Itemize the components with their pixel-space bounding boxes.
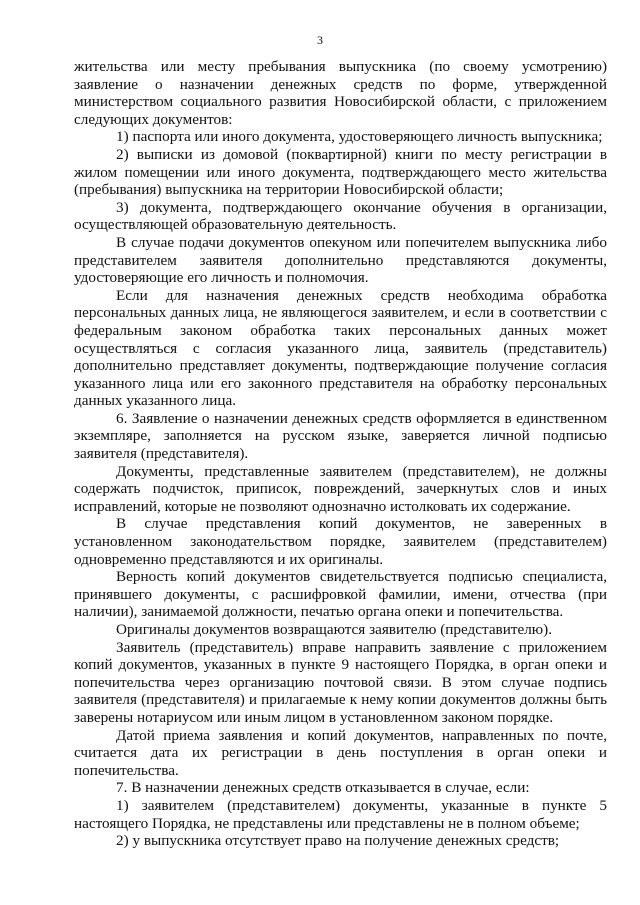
paragraph: В случае подачи документов опекуном или попечителем выпускника либо представителем заявителя дополнительно представляются документы, удостоверяющие его личность и полномочия. (74, 233, 607, 287)
paragraph: 2) выписки из домовой (поквартирной) книги по месту регистрации в жилом помещении или иного документа, подтверждающего место жительства (пребывания) выпускника на территории Новосибирской области; (74, 145, 607, 199)
paragraph: Оригиналы документов возвращаются заявителю (представителю). (116, 621, 553, 638)
paragraph: В случае представления копий документов, не заверенных в установленном законодательством порядке, заявителем (представителем) одновременно представляются и их оригиналы. (74, 515, 607, 568)
document-body (74, 58, 607, 850)
paragraph: Верность копий документов свидетельствуется подписью специалиста, принявшего документы, с расшифровкой фамилии, имени, отчества (при наличии), занимаемой должности, печатью органа опеки и попечительства. (74, 568, 607, 621)
paragraph: 6. Заявление о назначении денежных средств оформляется в единственном экземпляре, заполняется на русском языке, заверяется личной подписью заявителя (представителя). (74, 409, 607, 463)
paragraph: 7. В назначении денежных средств отказывается в случае, если: (116, 779, 530, 797)
paragraph: Датой приема заявления и копий документов, направленных по почте, считается дата их регистрации в день поступления в орган опеки и попечительства. (74, 726, 607, 779)
paragraph: жительства или месту пребывания выпускника (по своему усмотрению) заявление о назначении денежных средств по форме, утвержденной министерством социального развития Новосибирской области, с приложением следующих документов: (74, 58, 607, 128)
page-number: 3 (317, 33, 323, 47)
paragraph: 2) у выпускника отсутствует право на получение денежных средств; (116, 832, 560, 850)
paragraph: Документы, представленные заявителем (представителем), не должны содержать подчисток, приписок, повреждений, зачеркнутых слов и иных исправлений, которые не позволяют однозначно истолковать их содержание. (74, 462, 607, 515)
paragraph: Заявитель (представитель) вправе направить заявление с приложением копий документов, указанных в пункте 9 настоящего Порядка, в орган опеки и попечительства через организацию почтовой связи. В этом случае подпись заявителя (представителя) и прилагаемые к нему копии документов должны быть заверены нотариусом или иным лицом в установленном законом порядке. (74, 638, 607, 726)
paragraph: 1) заявителем (представителем) документы, указанные в пункте 5 настоящего Порядка, не представлены или представлены не в полном объеме; (74, 796, 607, 832)
paragraph: Если для назначения денежных средств необходима обработка персональных данных лица, не являющегося заявителем, и если в соответствии с федеральным законом обработка таких персональных данных может осуществляться с согласия указанного лица, заявитель (представитель) дополнительно представляет документы, подтверждающие получение согласия указанного лица или его законного представителя на обработку персональных данных указанного лица. (74, 286, 607, 410)
paragraph: 3) документа, подтверждающего окончание обучения в организации, осуществляющей образовательную деятельность. (74, 198, 607, 234)
paragraph: 1) паспорта или иного документа, удостоверяющего личность выпускника; (116, 128, 603, 146)
